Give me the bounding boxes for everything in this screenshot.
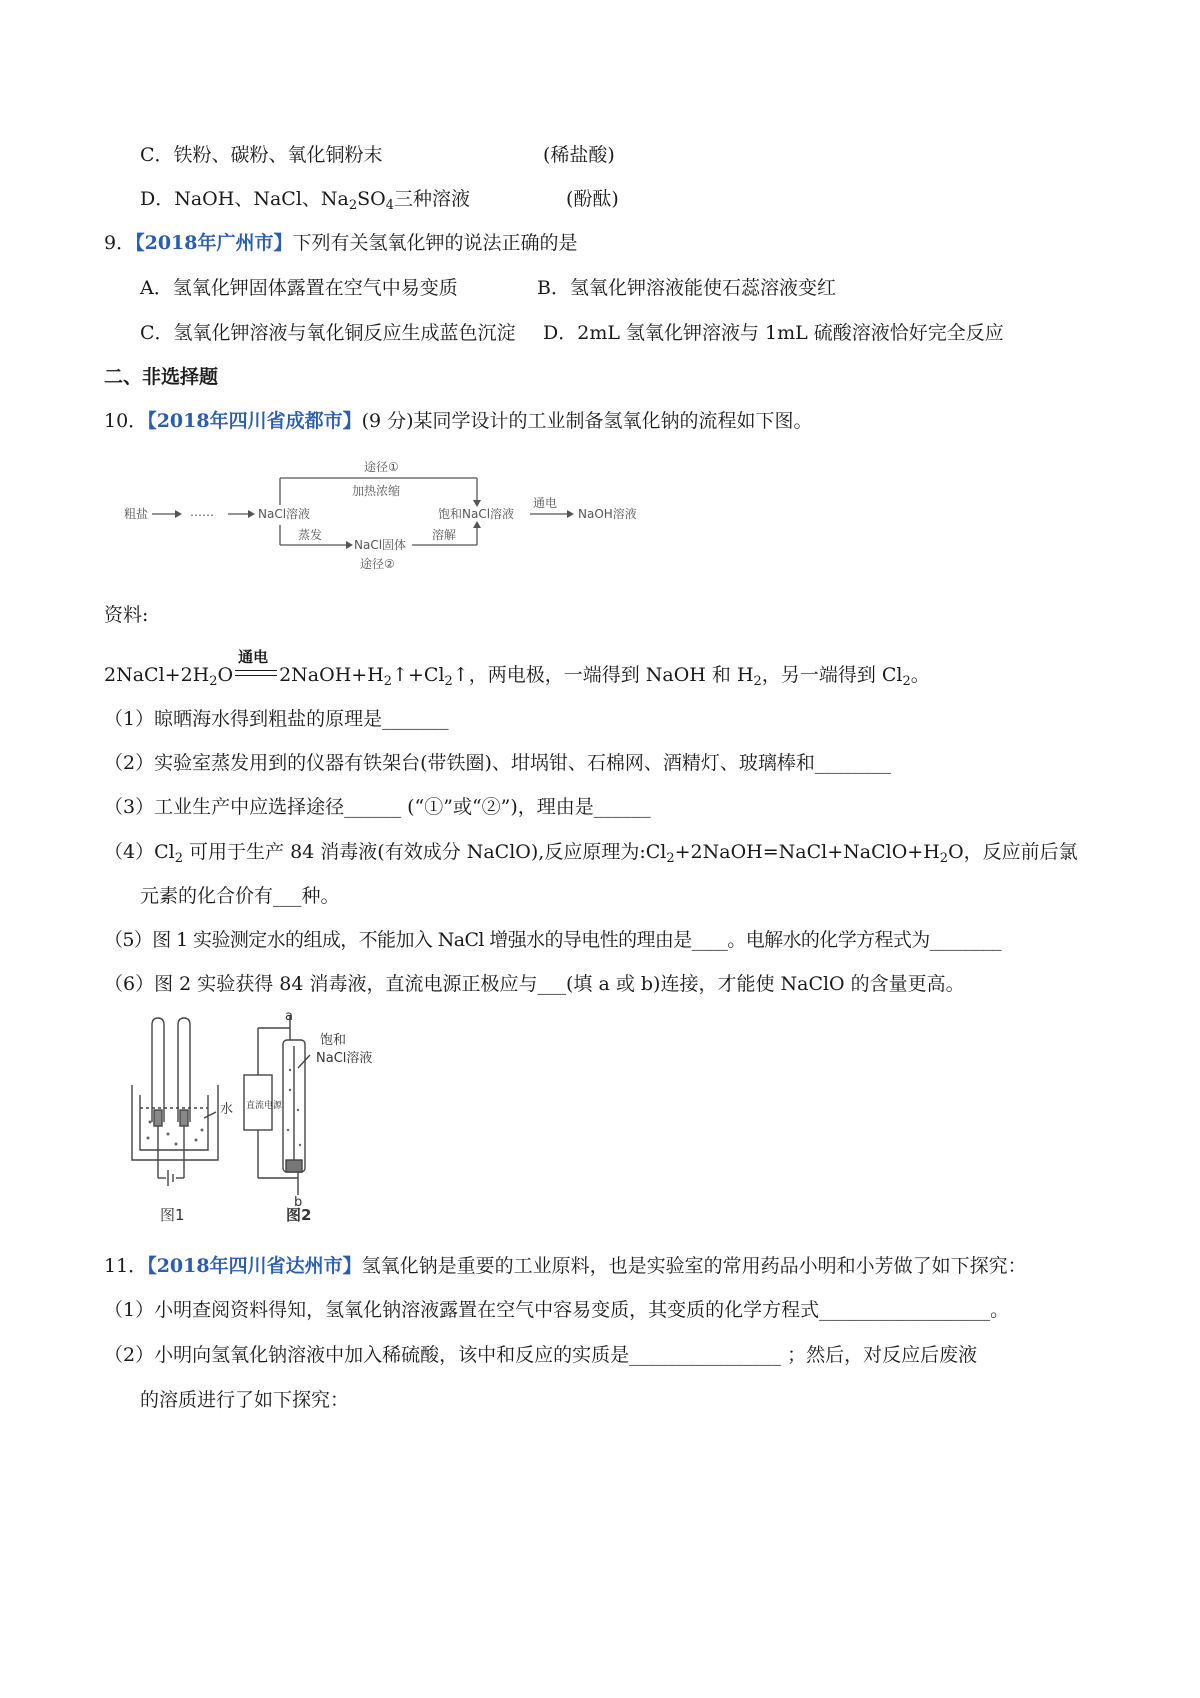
q8-option-d: D．NaOH、NaCl、$Na_2SO_4$三种溶液 [140,188,471,213]
fig2-dc-label: 直流电源 [246,1101,283,1111]
electrolysis-equation: $2NaCl+2H_2O$ 通电 $2NaOH+H_2↑+Cl_2↑$，两电极，一端得到 NaOH 和 $H_2$，另一端得到 $Cl_2$。 [104,648,930,689]
q11-part-1: （1）小明查阅资料得知，氢氧化钠溶液露置在空气中容易变质，其变质的化学方程式__________________。 [104,1299,1010,1321]
q9-option-a: A．氢氧化钾固体露置在空气中易变质 [140,277,458,299]
q10-part-1: （1）晾晒海水得到粗盐的原理是_______ [104,708,449,730]
question-11-source: 【2018年四川省达州市】 [147,1255,362,1277]
flow-saturated-nacl: 饱和NaCl溶液 [438,507,515,521]
fig2-label-b: b [294,1195,303,1210]
flow-evaporate: 蒸发 [298,528,323,542]
fig2-nacl-label: NaCl溶液 [316,1051,373,1066]
fig1-caption: 图1 [160,1206,185,1224]
fig2-saturated-label: 饱和 [320,1033,347,1048]
q8-option-c-reagent: (稀盐酸) [543,144,615,166]
q10-part-3: （3）工业生产中应选择途径______ (“①”或“②”)，理由是______ [104,796,651,818]
q8-option-c [140,142,383,168]
q9-option-c: C．氢氧化钾溶液与氧化铜反应生成蓝色沉淀 [140,322,516,344]
fig1-outer-beaker [132,1085,218,1160]
q11-part-2: （2）小明向氢氧化钠溶液中加入稀硫酸，该中和反应的实质是________________ ；然后，对反应后废液 [104,1344,978,1366]
reaction-condition: 通电 [233,662,279,688]
question-9: 9．【2018年广州市】下列有关氢氧化钾的说法正确的是 [104,232,578,254]
question-10-source: 【2018年四川省成都市】 [147,410,362,432]
flow-dissolve: 溶解 [432,528,457,542]
flow-naoh-solution: NaOH溶液 [578,507,637,521]
q10-part-4-line2: 元素的化合价有___种。 [140,885,340,907]
flow-dots: …… [190,505,214,519]
q10-part-2: （2）实验室蒸发用到的仪器有铁架台(带铁圈)、坩埚钳、石棉网、酒精灯、玻璃棒和________ [104,752,891,774]
fig1-left-tube [152,1018,164,1122]
q10-part-5: （5）图 1 实验测定水的组成，不能加入 NaCl 增强水的导电性的理由是____。电解水的化学方程式为________ [104,929,1001,951]
flow-route-2: 途径② [360,557,395,571]
flow-crude-salt: 粗盐 [124,507,149,521]
electrolysis-figures [120,1010,420,1235]
flow-electrolysis: 通电 [533,496,558,510]
fig1-right-tube [178,1018,190,1122]
fig2-caption: 图2 [286,1206,312,1224]
fig1-water-label: 水 [220,1102,234,1117]
question-10: 10．【2018年四川省成都市】(9 分)某同学设计的工业制备氢氧化钠的流程如下图。 [104,410,813,432]
q8-option-d-reagent: (酚酞) [566,188,619,210]
flow-nacl-solid: NaCl固体 [354,538,407,552]
material-label: 资料: [104,604,149,626]
flow-route-1: 途径① [364,460,399,474]
flow-heat-concentrate: 加热浓缩 [352,484,401,498]
q10-part-6: （6）图 2 实验获得 84 消毒液，直流电源正极应与___(填 a 或 b)连接，才能使 NaClO 的含量更高。 [104,973,965,995]
section-heading: 二、非选择题 [104,366,219,388]
q8-option-c-text: C．铁粉、碳粉、氧化铜粉末 [140,144,383,166]
question-11: 11．【2018年四川省达州市】氢氧化钠是重要的工业原料，也是实验室的常用药品小明和小芳做了如下探究： [104,1255,1027,1277]
q9-option-b: B．氢氧化钾溶液能使石蕊溶液变红 [537,277,836,299]
question-9-source: 【2018年广州市】 [135,232,293,254]
q10-part-4: $(4)Cl_2$ 可用于生产 84 消毒液(有效成分 NaClO),反应原理为$:Cl_2+2NaOH=NaCl+NaClO+H_2O$，反应前后氯 [104,841,1078,866]
q11-part-2-line2: 的溶质进行了如下探究： [140,1389,350,1411]
flow-diagram [120,455,665,580]
flow-nacl-solution: NaCl溶液 [258,507,311,521]
q9-option-d: D．2mL 氢氧化钾溶液与 1mL 硫酸溶液恰好完全反应 [543,322,1004,344]
fig2-label-a: a [285,1010,293,1024]
